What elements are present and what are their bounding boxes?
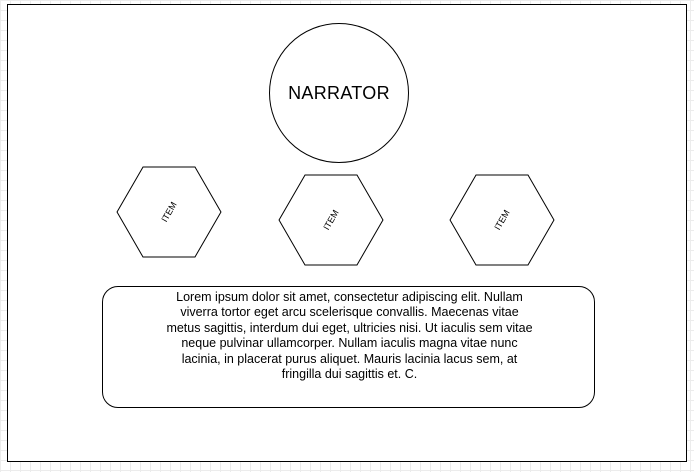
item-label: ITEM (492, 208, 512, 232)
item-hexagon[interactable] (104, 144, 234, 279)
description-text: Lorem ipsum dolor sit amet, consectetur adipiscing elit. Nullam viverra tortor eget arcu scelerisque convallis. Maecenas vitae metus sagittis, interdum dui eget, ultricies nisi. Ut iaculis sem vitae neque pulvinar ullamcorper. Nullam iaculis magna vitae nunc lacinia, in placerat purus aliquet. Mauris lacinia lacus sem, at fringilla dui sagittis et. C. (166, 290, 533, 382)
item-hexagon[interactable] (437, 152, 567, 287)
item-label: ITEM (159, 200, 179, 224)
item-label: ITEM (321, 208, 341, 232)
description-box[interactable] (102, 286, 595, 408)
narrator-label: NARRATOR (288, 82, 390, 103)
item-hexagon[interactable] (266, 152, 396, 287)
